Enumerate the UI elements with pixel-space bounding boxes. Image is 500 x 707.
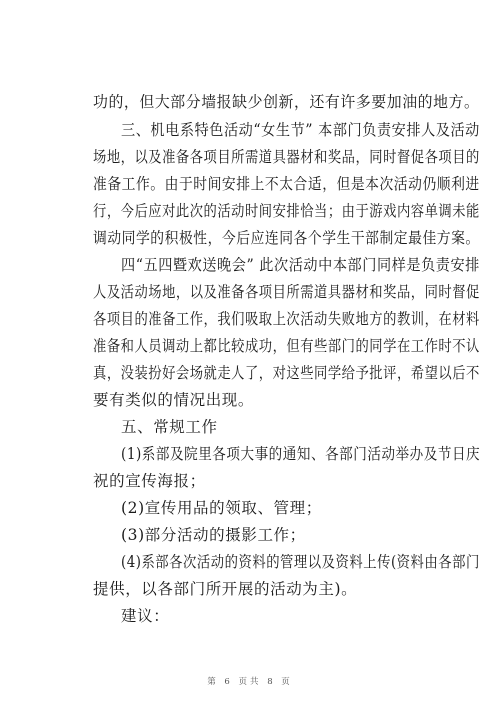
paragraph-line-10: 准备和人员调动上都比较成功，但有些部门的同学在工作时不认: [93, 337, 480, 355]
paragraph-line-9: 各项目的准备工作，我们吸取上次活动失败地方的教训，在材料: [93, 310, 480, 328]
list-item-1-line-1: (1)系部及院里各项大事的通知、各部门活动举办及节日庆: [121, 445, 481, 463]
list-item-1-line-2: 祝的宣传海报；: [93, 472, 206, 490]
paragraph-line-11: 真，没装扮好会场就走人了，对这些同学给予批评，希望以后不: [93, 364, 480, 382]
list-item-4-line-2: 提供，以各部门所开展的活动为主)。: [93, 580, 358, 598]
paragraph-line-7: 四“五四暨欢送晚会” 此次活动中本部门同样是负责安排: [121, 256, 480, 274]
list-item-2: (2)宣传用品的领取、管理；: [121, 499, 322, 517]
paragraph-line-1: 功的，但大部分墙报缺少创新，还有许多要加油的地方。: [93, 93, 480, 111]
paragraph-line-5: 行，今后应对此次的活动时间安排恰当；由于游戏内容单调未能: [93, 202, 480, 220]
list-item-4-line-1: (4)系部各次活动的资料的管理以及资料上传(资料由各部门: [121, 553, 480, 571]
paragraph-line-8: 人及活动场地，以及准备各项目所需道具器材和奖品，同时督促: [93, 283, 480, 301]
suggestions-heading: 建议：: [121, 607, 170, 625]
paragraph-line-6: 调动同学的积极性，今后应连同各个学生干部制定最佳方案。: [93, 229, 480, 247]
paragraph-line-12: 要有类似的情况出现。: [93, 391, 255, 409]
paragraph-line-2: 三、机电系特色活动“女生节” 本部门负责安排人及活动: [121, 121, 480, 139]
page-footer: 第 6 页共 8 页: [207, 677, 293, 687]
section-heading-routine-work: 五、常规工作: [121, 418, 218, 436]
list-item-3: (3)部分活动的摄影工作；: [121, 526, 306, 544]
paragraph-line-3: 场地，以及准备各项目所需道具器材和奖品，同时督促各项目的: [93, 148, 480, 166]
paragraph-line-4: 准备工作。由于时间安排上不太合适，但是本次活动仍顺利进: [93, 175, 480, 193]
